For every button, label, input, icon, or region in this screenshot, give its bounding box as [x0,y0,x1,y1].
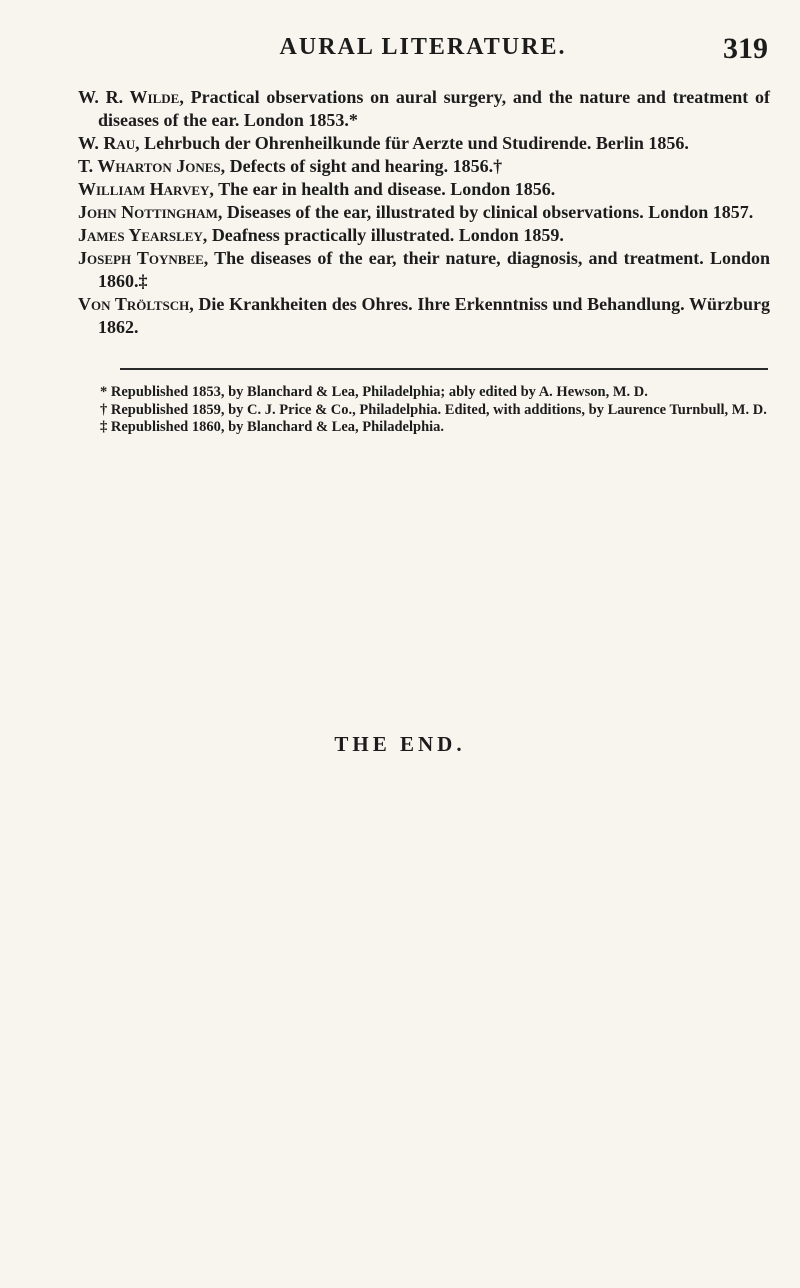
footnote: ‡ Republished 1860, by Blanchard & Lea, Philadelphia. [100,419,445,435]
footnote: * Republished 1853, by Blanchard & Lea, Philadelphia; ably edited by A. Hewson, M. D. [100,384,648,400]
entry-author: John Nottingham, [78,202,223,222]
footnote-divider [120,368,768,370]
entry-author: W. Rau, [78,133,140,153]
running-head [78,32,768,72]
entry-author: Joseph Toynbee, [78,248,209,268]
bibliography-list [78,86,770,339]
bibliography-entry [78,201,770,224]
entry-author: James Yearsley, [78,225,208,245]
bibliography-entry [78,293,770,339]
running-title: AURAL LITERATURE. [279,34,567,60]
bibliography-entry [78,155,770,178]
entry-text: Deafness practically illustrated. London 1859. [207,225,564,245]
entry-text: The diseases of the ear, their nature, diagnosis, and treatment. London 1860.‡ [98,248,770,291]
bibliography-entry [78,224,770,247]
entry-author: W. R. Wilde, [78,87,184,107]
entry-author: Von Tröltsch, [78,294,194,314]
bibliography-entry [78,178,770,201]
footnote: † Republished 1859, by C. J. Price & Co., Philadelphia. Edited, with additions, by Laurence Turnbull, M. D. [100,401,767,418]
footnotes [78,384,768,437]
bibliography-entry [78,132,770,155]
entry-text: Diseases of the ear, illustrated by clinical observations. London 1857. [222,202,754,222]
entry-author: T. Wharton Jones, [78,156,226,176]
bibliography-entry [78,86,770,132]
entry-text: Practical observations on aural surgery, and the nature and treatment of diseases of the ear. London 1853.* [98,87,771,130]
entry-text: The ear in health and disease. London 1856. [213,179,556,199]
the-end-heading: THE END. [334,732,466,756]
bibliography-entry [78,247,770,293]
entry-text: Die Krankheiten des Ohres. Ihre Erkenntniss und Behandlung. Würzburg 1862. [98,294,770,337]
entry-author: William Harvey, [78,179,214,199]
entry-text: Defects of sight and hearing. 1856.† [225,156,503,176]
page-number: 319 [723,32,768,65]
entry-text: Lehrbuch der Ohrenheilkunde für Aerzte und Studirende. Berlin 1856. [139,133,689,153]
